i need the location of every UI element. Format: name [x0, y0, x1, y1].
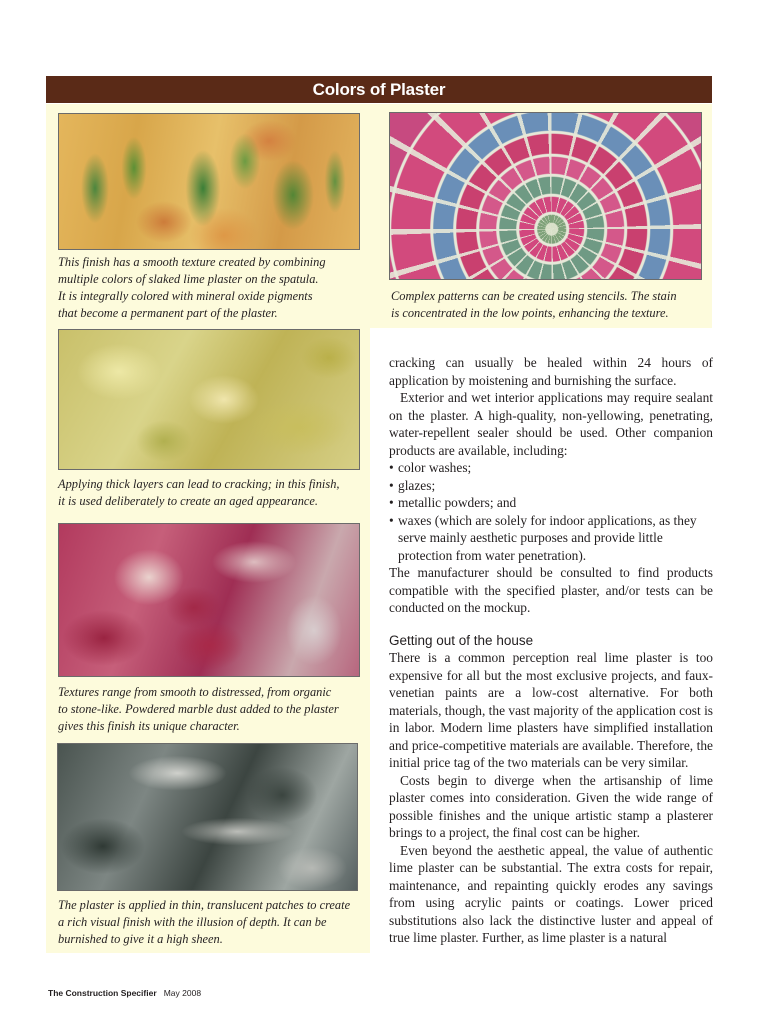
distressed-caption: Textures range from smooth to distressed, from organic to stone-like. Powdered marble dust added to the plaster gives this finish its unique character.: [58, 685, 339, 733]
translucent-photo: [57, 743, 358, 891]
list-item: • glazes;: [389, 477, 713, 495]
smooth-texture-photo: [58, 113, 360, 250]
smooth-texture-caption: This finish has a smooth texture created by combining multiple colors of slaked lime plaster on the spatula. It is integrally colored with mineral oxide pigments that become a permanent part of the plaster.: [58, 255, 326, 320]
stencil-pattern-photo: [389, 112, 702, 280]
paragraph: Exterior and wet interior applications may require sealant on the plaster. A high-quality, non-yellowing, penetrating, water-repellent sealer should be used. Other companion products are available, including:: [389, 390, 713, 458]
paragraph: The manufacturer should be consulted to find products compatible with the specified plaster, and/or tests can be conducted on the mockup.: [389, 565, 713, 615]
issue-date: May 2008: [163, 988, 202, 998]
cracking-photo: [58, 329, 360, 470]
list-item: • waxes (which are solely for indoor applications, as they serve mainly aesthetic purposes and provide little protection from water penetration).: [389, 512, 713, 565]
page-footer: [48, 988, 201, 998]
section-subhead: Getting out of the house: [389, 632, 534, 648]
stencil-grid-overlay: [390, 113, 701, 279]
paragraph: Even beyond the aesthetic appeal, the value of authentic lime plaster can be substantial. The extra costs for repair, maintenance, and repainting quickly erodes any savings from using acrylic paints or coatings. Lower priced substitutions also lack the distinctive luster and appeal of true lime plaster. Further, as lime plaster is a natural: [389, 842, 713, 945]
paragraph: Costs begin to diverge when the artisanship of lime plaster comes into consideration. Given the wide range of possible finishes and the unique artistic stamp a plasterer brings to a project, the final cost can be higher.: [389, 772, 713, 840]
distressed-photo: [58, 523, 360, 677]
companion-products-list: [389, 459, 713, 564]
publication-name: The Construction Specifier: [48, 988, 157, 998]
list-item: • color washes;: [389, 459, 713, 477]
cracking-caption: Applying thick layers can lead to cracking; in this finish, it is used deliberately to create an aged appearance.: [58, 477, 340, 508]
section-banner: Colors of Plaster: [46, 76, 712, 103]
stencil-pattern-caption: Complex patterns can be created using stencils. The stain is concentrated in the low points, enhancing the texture.: [391, 289, 677, 320]
translucent-caption: The plaster is applied in thin, translucent patches to create a rich visual finish with the illusion of depth. It can be burnished to give it a high sheen.: [58, 898, 351, 946]
list-item: • metallic powders; and: [389, 494, 713, 512]
article-body: [389, 354, 713, 947]
paragraph: There is a common perception real lime plaster is too expensive for all but the most exclusive projects, and faux-venetian paints are a low-cost alternative. For both materials, though, the vast majority of the application cost is in labor. Modern lime plasters have simplified installation and price-competitive materials are available. Therefore, the initial price tag of the two materials can be very similar.: [389, 650, 713, 770]
paragraph: cracking can usually be healed within 24 hours of application by moistening and burnishing the surface.: [389, 355, 713, 388]
